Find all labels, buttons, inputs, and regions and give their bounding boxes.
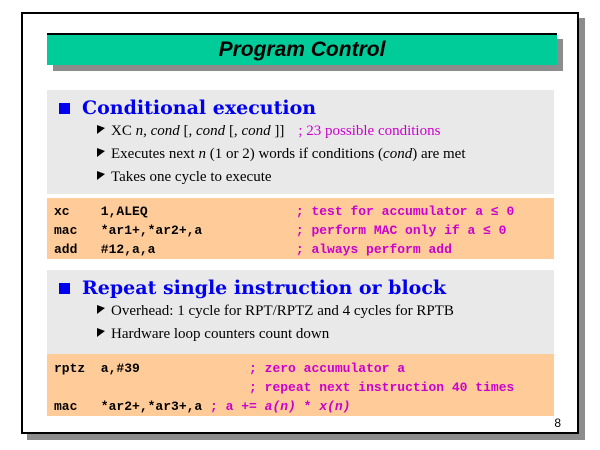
code-comment-segment: * bbox=[295, 399, 320, 414]
inline-comment: ; 23 possible conditions bbox=[298, 123, 441, 139]
bullet-item bbox=[97, 166, 554, 189]
slide bbox=[21, 12, 579, 434]
bullet-text bbox=[111, 123, 440, 140]
code-instruction: mac *ar2+,*ar3+,a bbox=[54, 399, 211, 414]
text-segment: [, bbox=[179, 123, 197, 139]
text-segment-italic: cond bbox=[150, 123, 180, 139]
bullet-item bbox=[97, 300, 554, 323]
code-comment: ; always perform add bbox=[295, 242, 452, 257]
code-comment-segment-italic: x(n) bbox=[319, 399, 351, 414]
page-number: 8 bbox=[554, 416, 561, 430]
code-line bbox=[47, 240, 554, 259]
text-segment: (1 or 2) words if conditions ( bbox=[205, 146, 384, 162]
section-conditional-execution bbox=[47, 90, 554, 194]
text-segment: ) are met bbox=[412, 146, 466, 162]
code-instruction: mac *ar1+,*ar2+,a bbox=[54, 223, 296, 238]
title-bar bbox=[47, 33, 557, 65]
bullet-item bbox=[97, 120, 554, 143]
section-heading-row bbox=[47, 270, 554, 300]
code-comment: ; zero accumulator a bbox=[249, 361, 406, 376]
section-repeat-instruction bbox=[47, 270, 554, 354]
code-comment-segment: ; a += bbox=[210, 399, 265, 414]
triangle-bullet-icon bbox=[97, 305, 105, 314]
text-segment-italic: n bbox=[135, 123, 144, 139]
bullet-text: Overhead: 1 cycle for RPT/RPTZ and 4 cycles for RPTB bbox=[111, 303, 454, 319]
text-segment-italic: n bbox=[198, 146, 206, 162]
text-segment: Executes next bbox=[111, 146, 199, 162]
text-segment: [, bbox=[225, 123, 242, 139]
triangle-bullet-icon bbox=[97, 125, 105, 134]
square-bullet-icon bbox=[59, 103, 70, 114]
section-heading: Repeat single instruction or block bbox=[82, 276, 447, 299]
code-line bbox=[47, 378, 554, 397]
code-instruction: xc 1,ALEQ bbox=[54, 204, 296, 219]
bullet-text: Hardware loop counters count down bbox=[111, 326, 330, 342]
bullet-text bbox=[111, 146, 466, 163]
square-bullet-icon bbox=[59, 283, 70, 294]
code-line bbox=[47, 397, 554, 416]
code-block-conditional bbox=[47, 198, 554, 259]
triangle-bullet-icon bbox=[97, 328, 105, 337]
slide-title: Program Control bbox=[218, 38, 386, 61]
bullet-item bbox=[97, 323, 554, 346]
text-segment: XC bbox=[111, 123, 136, 139]
code-comment: ; repeat next instruction 40 times bbox=[249, 380, 515, 395]
code-comment-segment-italic: a(n) bbox=[264, 399, 296, 414]
code-instruction: add #12,a,a bbox=[54, 242, 296, 257]
code-line bbox=[47, 359, 554, 378]
code-comment: ; test for accumulator a ≤ 0 bbox=[295, 204, 515, 219]
triangle-bullet-icon bbox=[97, 148, 105, 157]
bullet-text: Takes one cycle to execute bbox=[111, 169, 272, 185]
code-instruction: rptz a,#39 bbox=[54, 361, 250, 376]
text-segment-italic: cond bbox=[196, 123, 226, 139]
code-line bbox=[47, 202, 554, 221]
triangle-bullet-icon bbox=[97, 171, 105, 180]
text-segment-italic: cond bbox=[383, 146, 413, 162]
text-segment: ]] bbox=[270, 123, 285, 139]
bullet-item bbox=[97, 143, 554, 166]
section-heading-row bbox=[47, 90, 554, 120]
code-line bbox=[47, 221, 554, 240]
code-instruction bbox=[54, 380, 249, 395]
text-segment: , bbox=[143, 123, 151, 139]
code-comment: ; perform MAC only if a ≤ 0 bbox=[295, 223, 507, 238]
code-block-repeat bbox=[47, 354, 554, 416]
section-heading: Conditional execution bbox=[82, 96, 317, 119]
text-segment-italic: cond bbox=[241, 123, 271, 139]
